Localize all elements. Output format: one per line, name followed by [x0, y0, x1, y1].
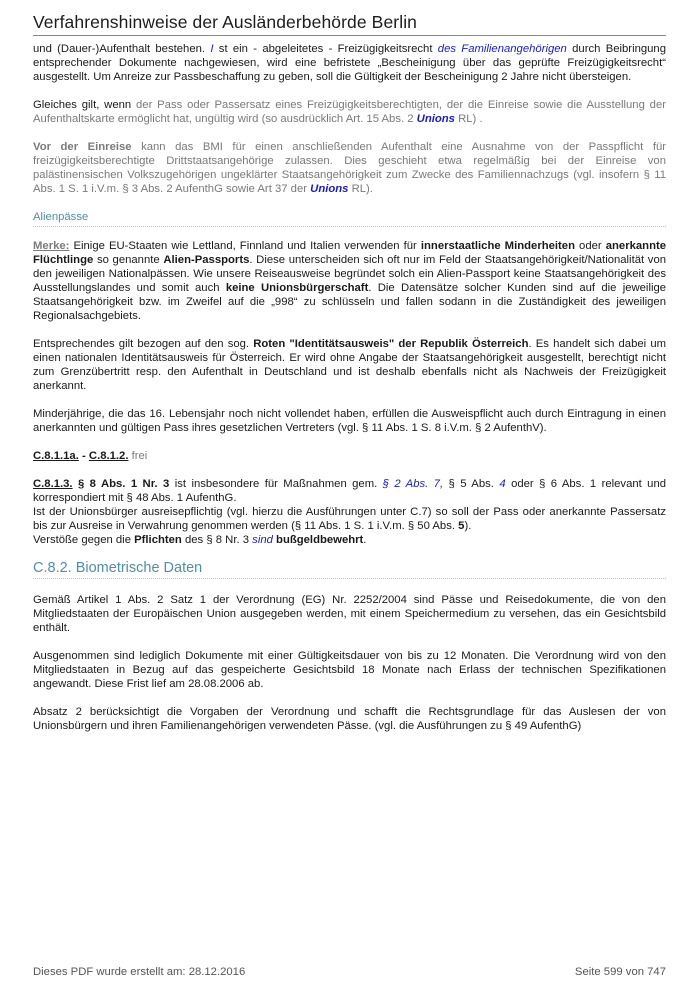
section-heading-biometrische-daten: C.8.2. Biometrische Daten	[33, 561, 666, 579]
page-title: Verfahrenshinweise der Ausländerbehörde Berlin	[33, 12, 418, 32]
amendment-highlight: sind	[252, 534, 273, 546]
amendment-highlight: des Familienangehörigen	[437, 43, 567, 55]
footer-created-date: Dieses PDF wurde erstellt am: 28.12.2016	[33, 966, 246, 978]
paragraph-absatz-2: Absatz 2 berücksichtigt die Vorgaben der Verordnung und schafft die Rechtsgrundlage für das Auslesen der von Unionsbürgern und ihren Familienangehörigen verwendeten Pässe. (vgl. die Ausführungen zu § 49 AufenthG)	[33, 706, 666, 732]
paragraph-gleiches-gilt: Gleiches gilt, wenn der Pass oder Passersatz eines Freizügigkeitsberechtigten, der die Einreise sowie die Ausstellung der Aufenthaltskarte ermöglicht hat, ungültig wird (so ausdrücklich Art. 15 Abs. 2 Unions RL) .	[33, 99, 667, 125]
amendment-highlight: 4	[499, 478, 506, 490]
paragraph-aufenthalt: und (Dauer-)Aufenthalt bestehen. I st ein - abgeleitetes - Freizügigkeitsrecht des Familienangehörigen durch Beibringung entsprechender Dokumente nachgewiesen, wird eine befristete „Bescheinigung über das geprüfte Freizügigkeitsrecht“ ausgestellt. Um Anreize zur Passbeschaffung zu geben, soll die Gültigkeit der Bescheinigung 2 Jahre nicht übersteigen.	[33, 43, 666, 83]
paragraph-c8-1-1a: C.8.1.1a. - C.8.1.2. frei	[33, 450, 148, 462]
title-divider	[33, 35, 666, 36]
amendment-highlight: Unions	[310, 183, 349, 195]
document-body	[33, 42, 666, 747]
paragraph-c8-1-3: C.8.1.3. § 8 Abs. 1 Nr. 3 ist insbesondere für Maßnahmen gem. § 2 Abs. 7, § 5 Abs. 4 oder § 6 Abs. 1 relevant und korrespondiert mit § 48 Abs. 1 AufenthG. Ist der Unionsbürger ausreisepflichtig (vgl. hierzu die Ausführungen unter C.7) so soll der Pass oder anerkannte Passersatz bis zur Ausreise in Verwahrung genommen werden (§ 11 Abs. 1 S. 1 i.V.m. § 50 Abs. 5). Verstöße gegen die Pflichten des § 8 Nr. 3 sind bußgeldbewehrt.	[33, 478, 667, 546]
section-reference: C.8.1.1a.	[33, 450, 79, 462]
section-reference: C.8.1.3.	[33, 478, 73, 490]
section-heading-alienpaesse: Alienpässe	[33, 210, 666, 227]
paragraph-vor-der-einreise: Vor der Einreise kann das BMI für einen anschließenden Aufenthalt eine Ausnahme von der Passpflicht für freizügigkeitsberechtigte Drittstaatsangehörige zulassen. Dies geschieht etwa regelmäßig bei der Einreise von palästinensischen Volkszugehörigen ungeklärter Staatsangehörigkeit zum Zwecke des Familiennachzugs (vgl. insofern § 11 Abs. 1 S. 1 i.V.m. § 3 Abs. 2 AufenthG sowie Art 37 der Unions RL).	[33, 141, 667, 195]
paragraph-minderjaehrige: Minderjährige, die das 16. Lebensjahr noch nicht vollendet haben, erfüllen die Ausweispflicht auch durch Eintragung in einen anerkannten und gültigen Pass ihres gesetzlichen Vertreters (vgl. § 11 Abs. 1 S. 8 i.V.m. § 2 AufenthV).	[33, 408, 666, 434]
amendment-highlight: Unions	[416, 113, 455, 125]
amendment-highlight: § 2 Abs. 7,	[382, 478, 444, 490]
section-reference: C.8.1.2.	[88, 450, 129, 462]
footer-page-number: Seite 599 von 747	[574, 966, 666, 978]
paragraph-ausnahmen: Ausgenommen sind lediglich Dokumente mit einer Gültigkeitsdauer von bis zu 12 Monaten. Die Verordnung wird von den Mitgliedstaaten in Bezug auf das gespeicherte Gesichtsbild 18 Monate nach Erlass der technischen Spezifikationen angewandt. Diese Frist lief am 28.08.2006 ab.	[33, 650, 666, 690]
paragraph-identitaetsausweis: Entsprechendes gilt bezogen auf den sog. Roten "Identitätsausweis" der Republik Österreich. Es handelt sich dabei um einen nationalen Identitätsausweis für Österreich. Er wird ohne Angabe der Staatsangehörigkeit ausgestellt, berechtigt nicht zum Grenzübertritt resp. den Aufenthalt in Deutschland und ist deshalb ebenfalls nicht als Nachweis der Freizügigkeit anerkannt.	[33, 338, 667, 392]
paragraph-merke: Merke: Einige EU-Staaten wie Lettland, Finnland und Italien verwenden für innerstaatliche Minderheiten oder anerkannte Flüchtlinge so genannte Alien-Passports. Diese unterscheiden sich oft nur im Feld der Staatsangehörigkeit/Nationalität von den jeweiligen Nationalpässen. Wie unsere Reiseausweise begründet solch ein Alien-Passport keine Staatsangehörigkeit des Ausstellungslandes und somit auch keine Unionsbürgerschaft. Die Datensätze solcher Kunden sind auf die jeweilige Staatsangehörigkeit bzw. im Zweifel auf die „998“ zu schlüsseln und fallen sodann in die Zuständigkeit des jeweiligen Regionalsachgebiets.	[33, 240, 667, 322]
paragraph-verordnung: Gemäß Artikel 1 Abs. 2 Satz 1 der Verordnung (EG) Nr. 2252/2004 sind Pässe und Reisedokumente, die von den Mitgliedstaaten der Europäischen Union ausgegeben werden, mit einem Speichermedium zu versehen, das ein Gesichtsbild enthält.	[33, 594, 666, 634]
